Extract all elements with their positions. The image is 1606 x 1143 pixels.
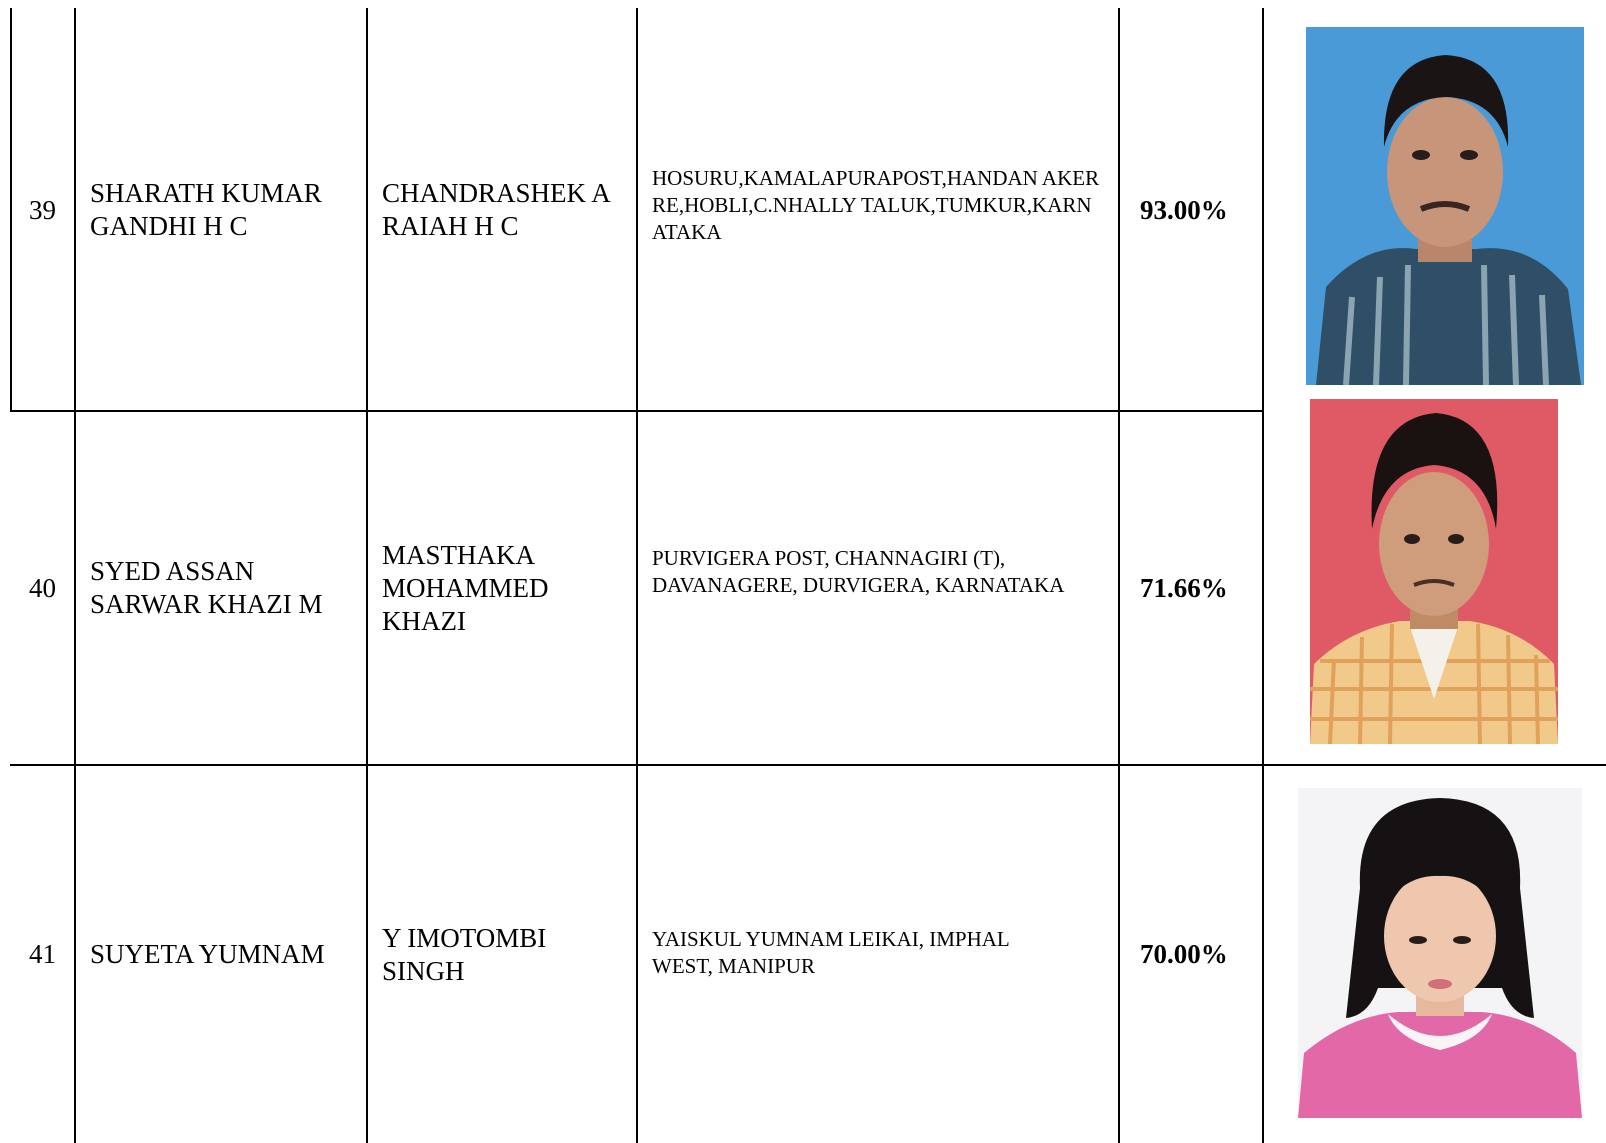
percentage: 70.00% <box>1140 939 1228 969</box>
address-cell <box>638 412 1118 764</box>
address-cell <box>638 766 1118 1143</box>
serial-number: 40 <box>29 572 56 603</box>
student-name-cell <box>76 766 366 1143</box>
address: HOSURU,KAMALAPURAPOST,HANDAN AKERRE,HOBLI,C.NHALLY TALUK,TUMKUR,KARNATAKA <box>652 166 1100 244</box>
father-name: Y IMOTOMBI SINGH <box>382 922 547 986</box>
student-name-cell <box>76 412 366 764</box>
percentage: 93.00% <box>1140 194 1228 225</box>
serial-number: 39 <box>29 194 56 225</box>
percentage-cell <box>1120 412 1262 764</box>
father-name-cell <box>368 766 636 1143</box>
serial-number: 41 <box>29 939 56 969</box>
column-divider <box>1262 8 1264 1143</box>
father-name-cell <box>368 10 636 410</box>
serial-number-cell <box>2 766 76 1143</box>
address: PURVIGERA POST, CHANNAGIRI (T), DAVANAGERE, DURVIGERA, KARNATAKA <box>652 546 1065 597</box>
student-photo <box>1310 399 1558 744</box>
student-name-cell <box>76 10 366 410</box>
student-photo <box>1306 27 1584 385</box>
address: YAISKUL YUMNAM LEIKAI, IMPHAL WEST, MANIPUR <box>652 927 1009 978</box>
student-name: SUYETA YUMNAM <box>90 939 325 969</box>
father-name: CHANDRASHEK ARAIAH H C <box>382 178 611 241</box>
student-name: SYED ASSAN SARWAR KHAZI M <box>90 556 323 619</box>
father-name: MASTHAKA MOHAMMED KHAZI <box>382 539 549 636</box>
person-photo-icon <box>1310 399 1558 744</box>
serial-number-cell <box>2 412 76 764</box>
percentage: 71.66% <box>1140 572 1228 603</box>
serial-number-cell <box>2 10 76 410</box>
person-photo-icon <box>1306 27 1584 385</box>
student-photo <box>1298 788 1582 1118</box>
father-name-cell <box>368 412 636 764</box>
person-photo-icon <box>1298 788 1582 1118</box>
address-cell <box>638 10 1118 410</box>
percentage-cell <box>1120 766 1262 1143</box>
percentage-cell <box>1120 10 1262 410</box>
student-name: SHARATH KUMAR GANDHI H C <box>90 178 322 241</box>
